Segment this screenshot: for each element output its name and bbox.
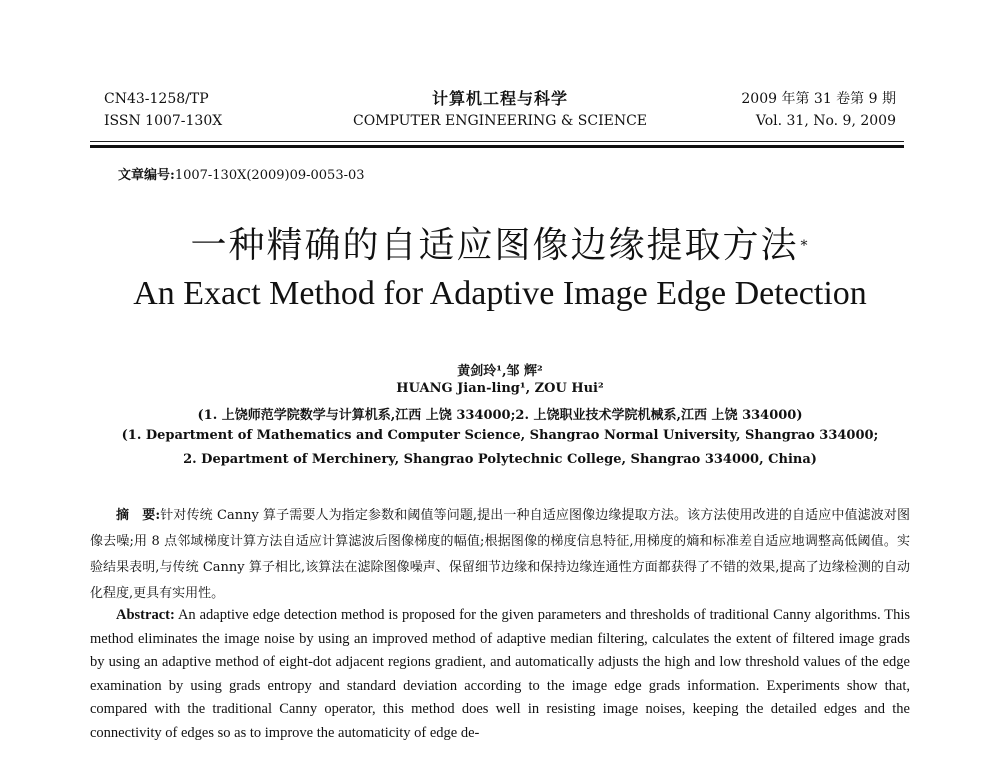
title-footnote-mark: * bbox=[800, 238, 810, 254]
title-en: An Exact Method for Adaptive Image Edge Detection bbox=[133, 275, 867, 312]
abstract-cn-text: 针对传统 Canny 算子需要人为指定参数和阈值等问题,提出一种自适应图像边缘提取方法。该方法使用改进的自适应中值滤波对图像去噪;用 8 点邻域梯度计算方法自适应计算滤波后图像梯度的幅值;根据图像的梯度信息特征,用梯度的熵和标准差自适应地调整高低阈值。实验结果表明,与传统 Canny 算子相比,该算法在滤除图像噪声、保留细节边缘和保持边缘连通性方面都获得了不错的效果,提高了边缘检测的自动化程度,更具有实用性。 bbox=[90, 508, 910, 601]
article-number-label: 文章编号: bbox=[118, 168, 175, 183]
issn: ISSN 1007-130X bbox=[104, 113, 223, 129]
journal-name bbox=[300, 88, 700, 132]
authors-cn: 黄剑玲¹,邹 辉² bbox=[457, 364, 543, 379]
journal-name-cn: 计算机工程与科学 bbox=[431, 89, 568, 108]
abstract-en bbox=[90, 604, 910, 745]
journal-codes bbox=[104, 88, 222, 132]
issue-en: Vol. 31, No. 9, 2009 bbox=[755, 113, 896, 129]
abstract-en-text: An adaptive edge detection method is proposed for the given parameters and thresholds of traditional Canny algorithms. This method eliminates the image noise by using an improved method of adaptive median filtering, calculates the extent of filtered image grads by using an adaptive method of eight-dot adjacent regions gradient, and automatically adjusts the high and low threshold values of the edge examination by using grads entropy and standard deviation according to the image edge grads information. Experiments show that, compared with the traditional Canny operator, this method does well in resisting image noises, keeping the detailed edges and the connectivity of edges so as to improve the automaticity of edge de- bbox=[90, 607, 911, 741]
affiliation-en-line2: 2. Department of Merchinery, Shangrao Polytechnic College, Shangrao 334000, China) bbox=[183, 452, 817, 467]
affiliation-cn: (1. 上饶师范学院数学与计算机系,江西 上饶 334000;2. 上饶职业技术学院机械系,江西 上饶 334000) bbox=[197, 408, 803, 423]
journal-name-en: COMPUTER ENGINEERING & SCIENCE bbox=[352, 113, 648, 129]
cn-code: CN43-1258/TP bbox=[104, 91, 209, 107]
issue-info bbox=[741, 88, 896, 132]
article-number-value: 1007-130X(2009)09-0053-03 bbox=[174, 168, 365, 183]
header-rule-thin bbox=[90, 141, 904, 142]
affiliation-en-line1: (1. Department of Mathematics and Computer Science, Shangrao Normal University, Shangrao 334000; bbox=[121, 428, 879, 443]
article-number bbox=[118, 164, 365, 183]
abstract-en-label: Abstract: bbox=[116, 607, 175, 623]
issue-cn: 2009 年第 31 卷第 9 期 bbox=[741, 91, 896, 107]
title-cn bbox=[0, 222, 1000, 270]
abstract-cn bbox=[90, 503, 910, 607]
authors-en: HUANG Jian-ling¹, ZOU Hui² bbox=[396, 381, 604, 396]
abstract-cn-label: 摘 要: bbox=[116, 508, 161, 523]
title-cn-text: 一种精确的自适应图像边缘提取方法 bbox=[190, 225, 799, 266]
header-rule-thick bbox=[90, 145, 904, 148]
